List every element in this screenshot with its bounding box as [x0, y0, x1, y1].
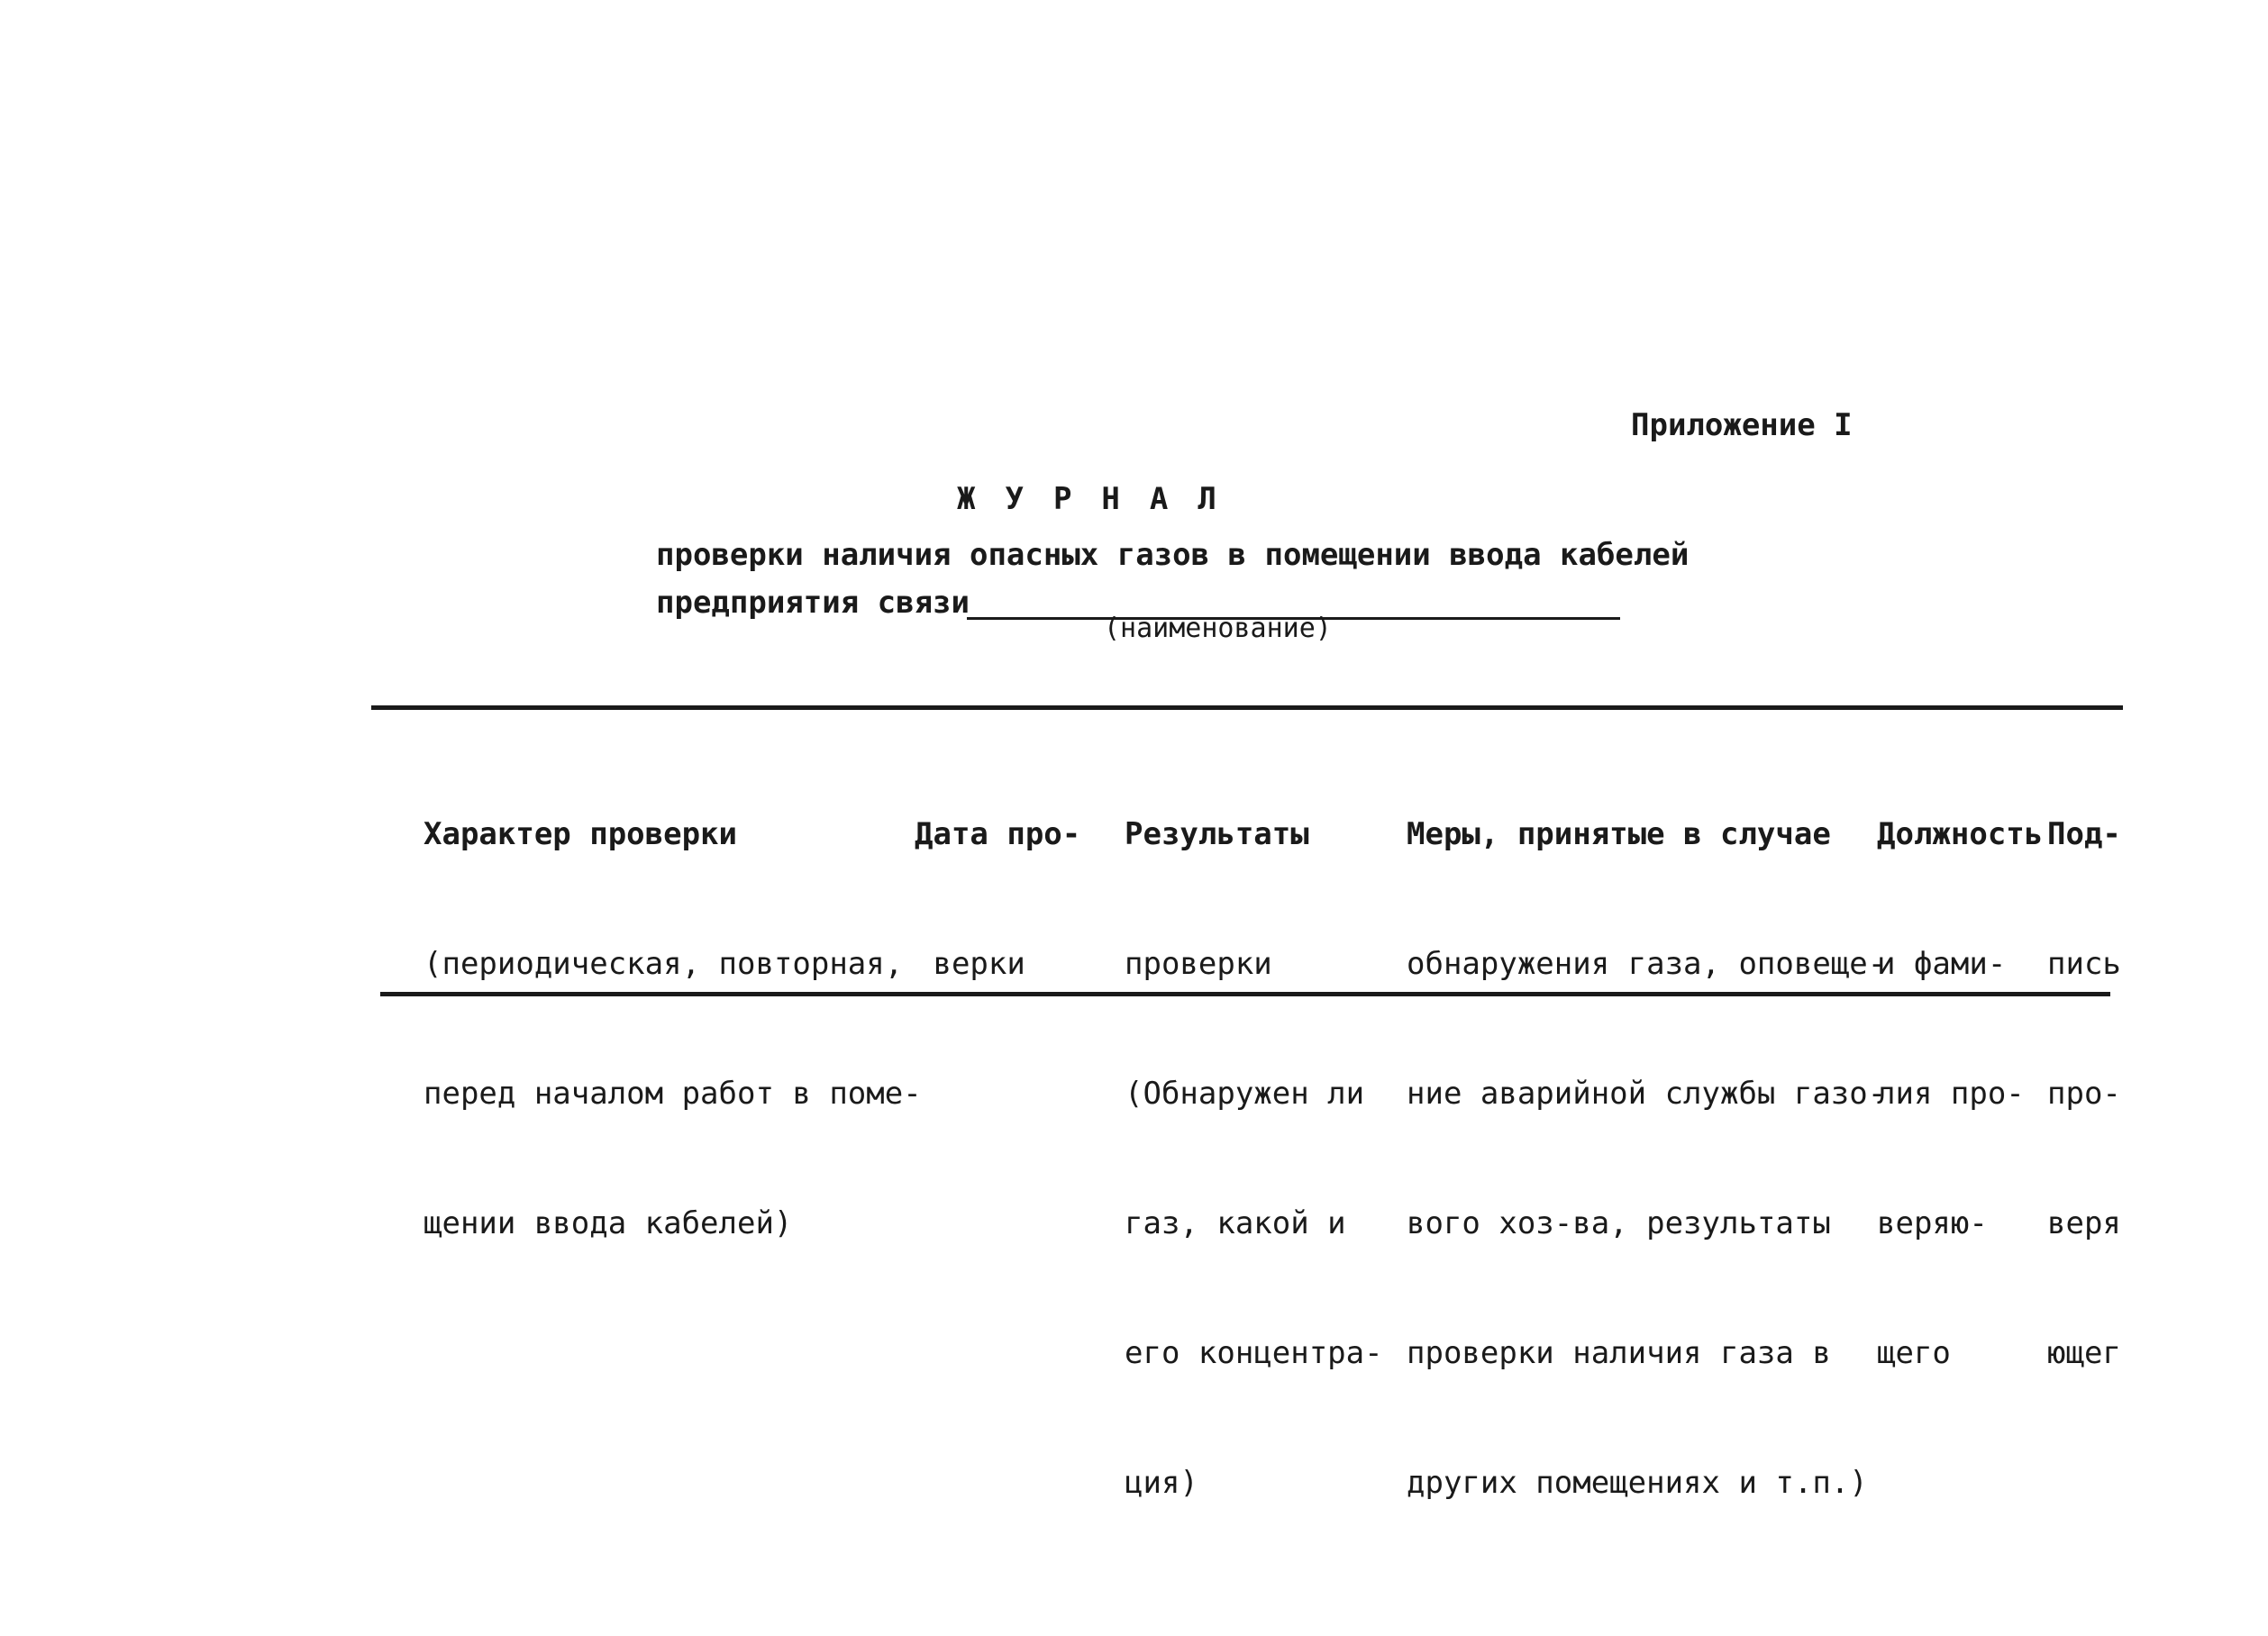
- table-top-rule: [371, 705, 2123, 710]
- column-line: вого хоз-ва, результаты: [1407, 1205, 1831, 1241]
- column-inspector-signature: [2047, 726, 2119, 1418]
- column-line: Характер проверки: [424, 816, 737, 852]
- column-line: Под-: [2047, 816, 2121, 852]
- column-check-date: [915, 726, 1104, 1029]
- table-bottom-rule: [380, 992, 2110, 996]
- column-line: (Обнаружен ли: [1125, 1076, 1365, 1112]
- document-subtitle-line-1: проверки наличия опасных газов в помещении ввода кабелей: [656, 537, 1690, 573]
- column-line: перед началом работ в поме-: [424, 1076, 922, 1112]
- column-line: веряю-: [1877, 1205, 1988, 1241]
- column-check-results: [1125, 726, 1386, 1548]
- column-line: газ, какой и: [1125, 1205, 1346, 1241]
- document-title: ЖУРНАЛ: [957, 481, 1246, 517]
- column-line: Результаты: [1125, 816, 1309, 852]
- column-line: проверки наличия газа в: [1407, 1335, 1831, 1371]
- appendix-label: Приложение I: [1631, 407, 1853, 443]
- column-line: верки: [915, 946, 1025, 982]
- column-line: его концентра-: [1125, 1335, 1383, 1371]
- column-line: Дата про-: [915, 816, 1081, 852]
- column-measures-taken: [1407, 726, 1887, 1548]
- column-line: ция): [1125, 1465, 1198, 1501]
- column-line: веря: [2047, 1205, 2121, 1241]
- document-subtitle-line-2: предприятия связи: [656, 585, 970, 621]
- column-line: ющег: [2047, 1335, 2121, 1371]
- column-line: проверки: [1125, 946, 1272, 982]
- column-line: Меры, принятые в случае: [1407, 816, 1831, 852]
- column-line: про-: [2047, 1076, 2121, 1112]
- column-line: других помещениях и т.п.): [1407, 1465, 1868, 1501]
- column-line: (периодическая, повторная,: [424, 946, 904, 982]
- column-line: ние аварийной службы газо-: [1407, 1076, 1887, 1112]
- column-check-type: [424, 726, 922, 1288]
- column-line: обнаружения газа, оповеще-: [1407, 946, 1887, 982]
- column-line: Должность: [1877, 816, 2044, 852]
- column-line: лия про-: [1877, 1076, 2025, 1112]
- column-inspector-position: [1877, 726, 2044, 1418]
- column-line: щении ввода кабелей): [424, 1205, 793, 1241]
- column-line: пись: [2047, 946, 2121, 982]
- enterprise-name-caption: (наименование): [1104, 613, 1332, 644]
- column-line: щего: [1877, 1335, 1951, 1371]
- column-line: и фами-: [1877, 946, 2007, 982]
